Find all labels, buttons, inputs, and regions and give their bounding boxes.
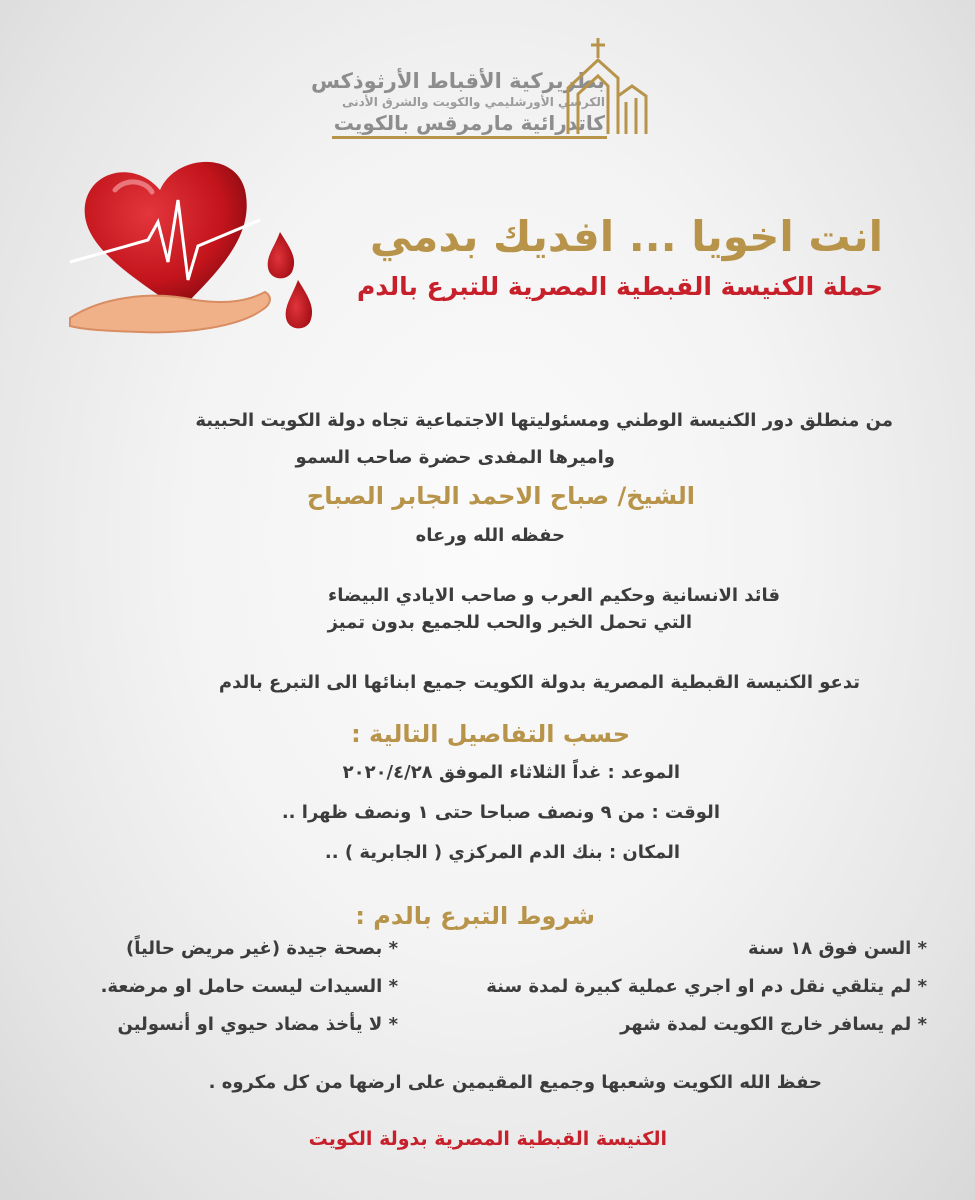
- condition-item: * بصحة جيدة (غير مريض حالياً): [125, 938, 398, 959]
- conditions-heading: شروط التبرع بالدم :: [355, 902, 595, 930]
- intro-line-3: قائد الانسانية وحكيم العرب و صاحب الايادي البيضاء: [328, 585, 780, 606]
- appointment-place: المكان : بنك الدم المركزي ( الجابرية ) ..: [324, 842, 680, 863]
- patriarchate-name: بطريركية الأقباط الأرثوذكس: [311, 69, 605, 93]
- condition-item: * لم يتلقي نقل دم او اجري عملية كبيرة لمدة سنة: [486, 976, 927, 997]
- signature-line: الكنيسة القبطية المصرية بدولة الكويت: [308, 1128, 667, 1150]
- condition-item: * السيدات ليست حامل او مرضعة.: [100, 976, 398, 997]
- appointment-date: الموعد : غداً الثلاثاء الموفق ٢٠٢٠/٤/٢٨: [342, 762, 680, 783]
- campaign-title: حملة الكنيسة القبطية المصرية للتبرع بالدم: [356, 272, 883, 301]
- condition-item: * السن فوق ١٨ سنة: [747, 938, 927, 959]
- intro-line-1: من منطلق دور الكنيسة الوطني ومسئوليتها الاجتماعية تجاه دولة الكويت الحبيبة: [195, 410, 893, 431]
- intro-line-4: التي تحمل الخير والحب للجميع بدون تميز: [327, 612, 692, 633]
- details-heading: حسب التفاصيل التالية :: [351, 720, 630, 748]
- diocese-name: الكرسي الأورشليمي والكويت والشرق الأدنى: [341, 95, 605, 109]
- condition-item: * لم يسافر خارج الكويت لمدة شهر: [620, 1014, 927, 1035]
- church-building-icon: [560, 36, 650, 140]
- emir-name: الشيخ/ صباح الاحمد الجابر الصباح: [306, 482, 695, 510]
- blessing-line: حفظه الله ورعاه: [415, 525, 565, 546]
- church-logo-text: [285, 68, 605, 136]
- main-title: انت اخويا ... افديك بدمي: [369, 212, 883, 261]
- condition-item: * لا يأخذ مضاد حيوي او أنسولين: [117, 1014, 398, 1035]
- appointment-time: الوقت : من ٩ ونصف صباحا حتى ١ ونصف ظهرا ..: [281, 802, 720, 823]
- cathedral-name: كاتدرائية مارمرقس بالكويت: [333, 111, 605, 135]
- invitation-line: تدعو الكنيسة القبطية المصرية بدولة الكويت جميع ابنائها الى التبرع بالدم: [218, 672, 860, 693]
- heart-in-hand-icon: [60, 150, 320, 340]
- intro-line-2: واميرها المفدى حضرة صاحب السمو: [295, 447, 615, 468]
- closing-prayer: حفظ الله الكويت وشعبها وجميع المقيمين على ارضها من كل مكروه .: [208, 1072, 822, 1093]
